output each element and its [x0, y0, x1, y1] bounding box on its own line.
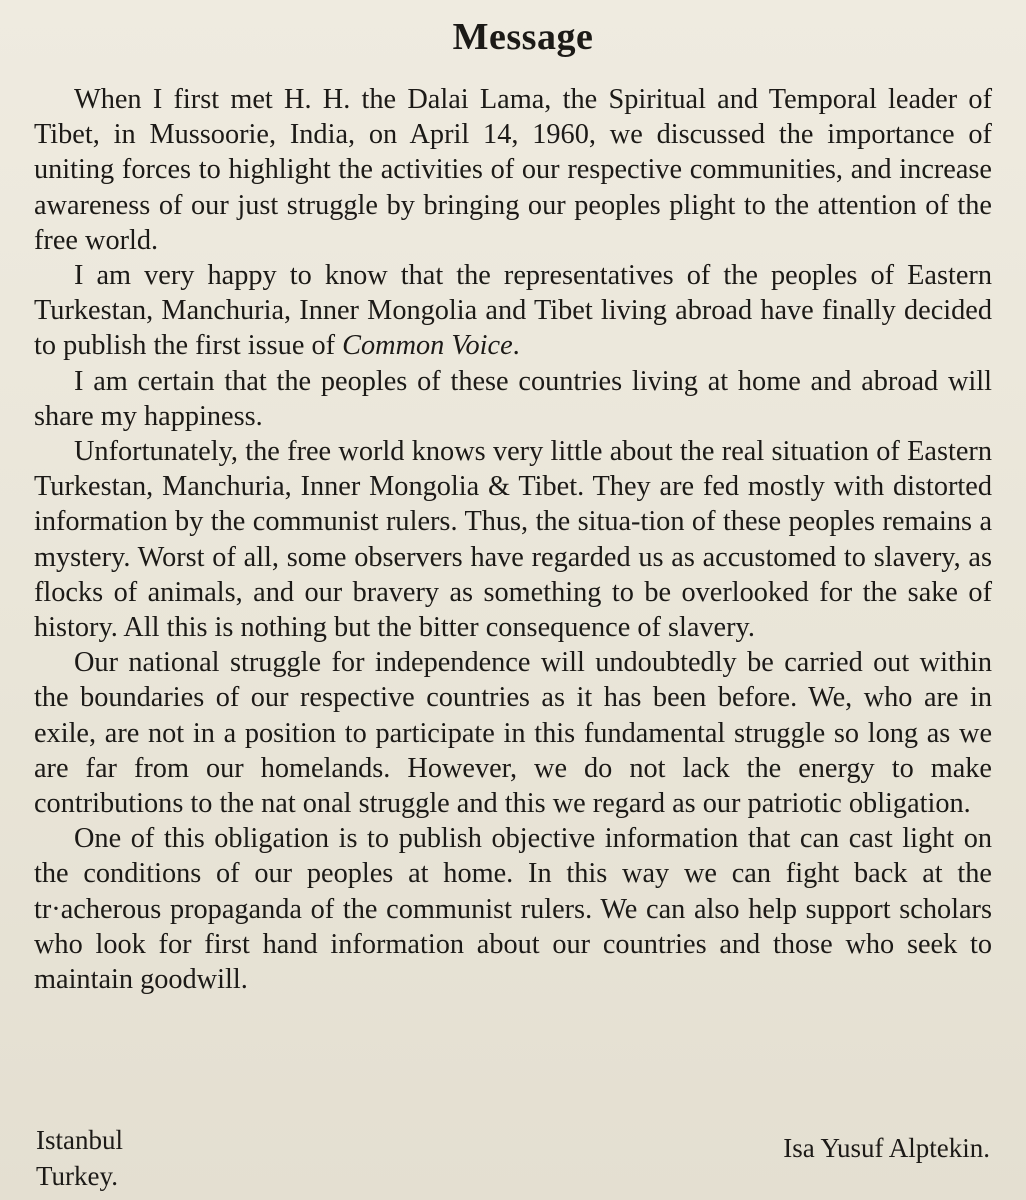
place-country: Turkey. [36, 1161, 119, 1191]
place-of-writing [36, 1122, 123, 1194]
paragraph-6: One of this obligation is to publish objective information that can cast light on the conditions of our peoples at home. In this way we can fight back at the tr·acherous propaganda of the communist rulers. We can also help support scholars who look for first hand information about our countries and those who seek to maintain goodwill. [34, 823, 992, 996]
publication-title: Common Voice [342, 330, 513, 362]
paragraph-5: Our national struggle for independence will undoubtedly be carried out within the boundaries of our respective countries as it has been before. We, who are in exile, are not in a position to participate in this fundamental struggle so long as we are far from our homelands. However, we do not lack the energy to make contributions to the nat onal struggle and this we regard as our patriotic obligation. [34, 647, 992, 820]
paragraph-2 [34, 258, 992, 364]
place-city: Istanbul [36, 1125, 123, 1155]
message-body [34, 82, 992, 997]
paragraph-2-text: I am very happy to know that the representatives of the peoples of Eastern Turkestan, Manchuria, Inner Mongolia and Tibet living abroad have finally decided to publish the first issue of [34, 260, 992, 362]
paragraph-4: Unfortunately, the free world knows very little about the real situation of Eastern Turkestan, Manchuria, Inner Mongolia & Tibet. They are fed mostly with distorted information by the communist rulers. Thus, the situa-tion of these peoples remains a mystery. Worst of all, some observers have regarded us as accustomed to slavery, as flocks of animals, and our bravery as something to be overlooked for the sake of history. All this is nothing but the bitter consequence of slavery. [34, 436, 992, 644]
paragraph-1: When I first met H. H. the Dalai Lama, the Spiritual and Temporal leader of Tibet, in Mussoorie, India, on April 14, 1960, we discussed the importance of uniting forces to highlight the activities of our respective communities, and increase awareness of our just struggle by bringing our peoples plight to the attention of the free world. [34, 84, 992, 256]
paragraph-3: I am certain that the peoples of these countries living at home and abroad will share my happiness. [34, 365, 992, 432]
page-title: Message [452, 16, 594, 58]
paragraph-2-end: . [512, 330, 520, 362]
author-signature: Isa Yusuf Alptekin. [783, 1133, 990, 1163]
